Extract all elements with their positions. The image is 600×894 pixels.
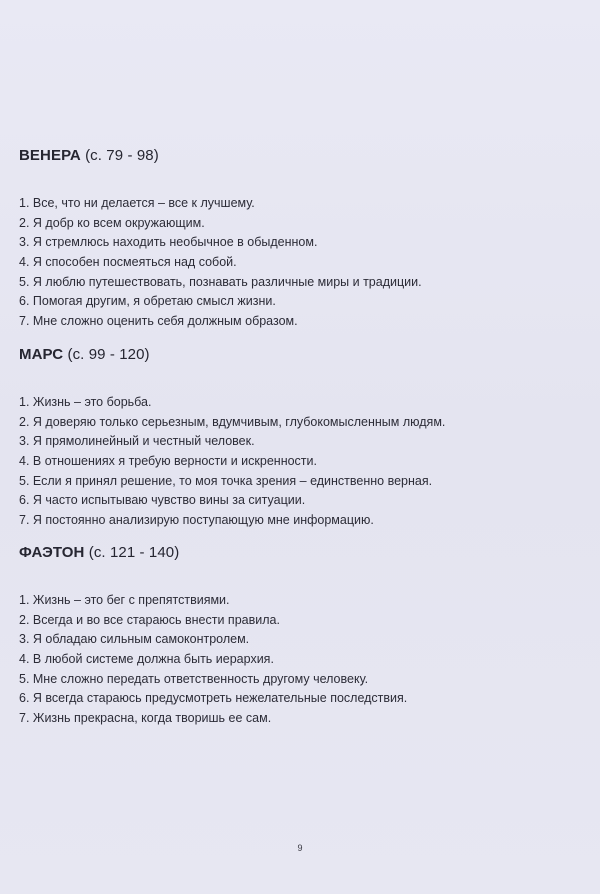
section-title: МАРС — [19, 346, 64, 363]
list-item: 2. Я доверяю только серьезным, вдумчивым, глубокомысленным людям. — [19, 414, 446, 429]
list-item: 7. Жизнь прекрасна, когда творишь ее сам. — [19, 711, 272, 726]
section-heading — [19, 345, 579, 365]
page-number: 9 — [297, 843, 303, 853]
section-page-range: (с. 121 - 140) — [88, 544, 180, 561]
list-item: 1. Все, что ни делается – все к лучшему. — [19, 196, 255, 210]
section-heading — [19, 146, 579, 166]
list-item: 2. Я добр ко всем окружающим. — [19, 215, 205, 230]
list-item: 3. Я стремлюсь находить необычное в обыденном. — [19, 235, 318, 250]
list-item: 7. Я постоянно анализирую поступающую мне информацию. — [19, 513, 374, 528]
section-page-range: (с. 79 - 98) — [85, 147, 159, 164]
statement-list — [19, 393, 579, 531]
section-heading — [19, 543, 579, 563]
section-phaeton — [19, 543, 579, 729]
section-title: ФАЭТОН — [19, 544, 85, 561]
list-item: 2. Всегда и во все стараюсь внести правила. — [19, 612, 280, 627]
list-item: 7. Мне сложно оценить себя должным образом. — [19, 314, 298, 329]
list-item: 4. В любой системе должна быть иерархия. — [19, 652, 274, 667]
list-item: 3. Я прямолинейный и честный человек. — [19, 434, 255, 449]
list-item: 6. Я всегда стараюсь предусмотреть нежелательные последствия. — [19, 691, 408, 706]
list-item: 4. Я способен посмеяться над собой. — [19, 255, 237, 270]
list-item: 5. Мне сложно передать ответственность другому человеку. — [19, 671, 369, 686]
list-item: 6. Я часто испытываю чувство вины за ситуации. — [19, 493, 306, 508]
statement-list — [19, 591, 579, 729]
list-item: 5. Я люблю путешествовать, познавать различные миры и традиции. — [19, 274, 422, 289]
list-item: 1. Жизнь – это борьба. — [19, 395, 152, 409]
statement-list — [19, 194, 579, 332]
list-item: 4. В отношениях я требую верности и искренности. — [19, 454, 317, 469]
list-item: 3. Я обладаю сильным самоконтролем. — [19, 632, 250, 647]
list-item: 1. Жизнь – это бег с препятствиями. — [19, 593, 230, 607]
list-item: 6. Помогая другим, я обретаю смысл жизни. — [19, 294, 276, 309]
section-page-range: (с. 99 - 120) — [67, 346, 150, 363]
section-venera — [19, 146, 579, 332]
list-item: 5. Если я принял решение, то моя точка зрения – единственно верная. — [19, 473, 433, 488]
section-title: ВЕНЕРА — [19, 147, 81, 164]
section-mars — [19, 345, 579, 531]
